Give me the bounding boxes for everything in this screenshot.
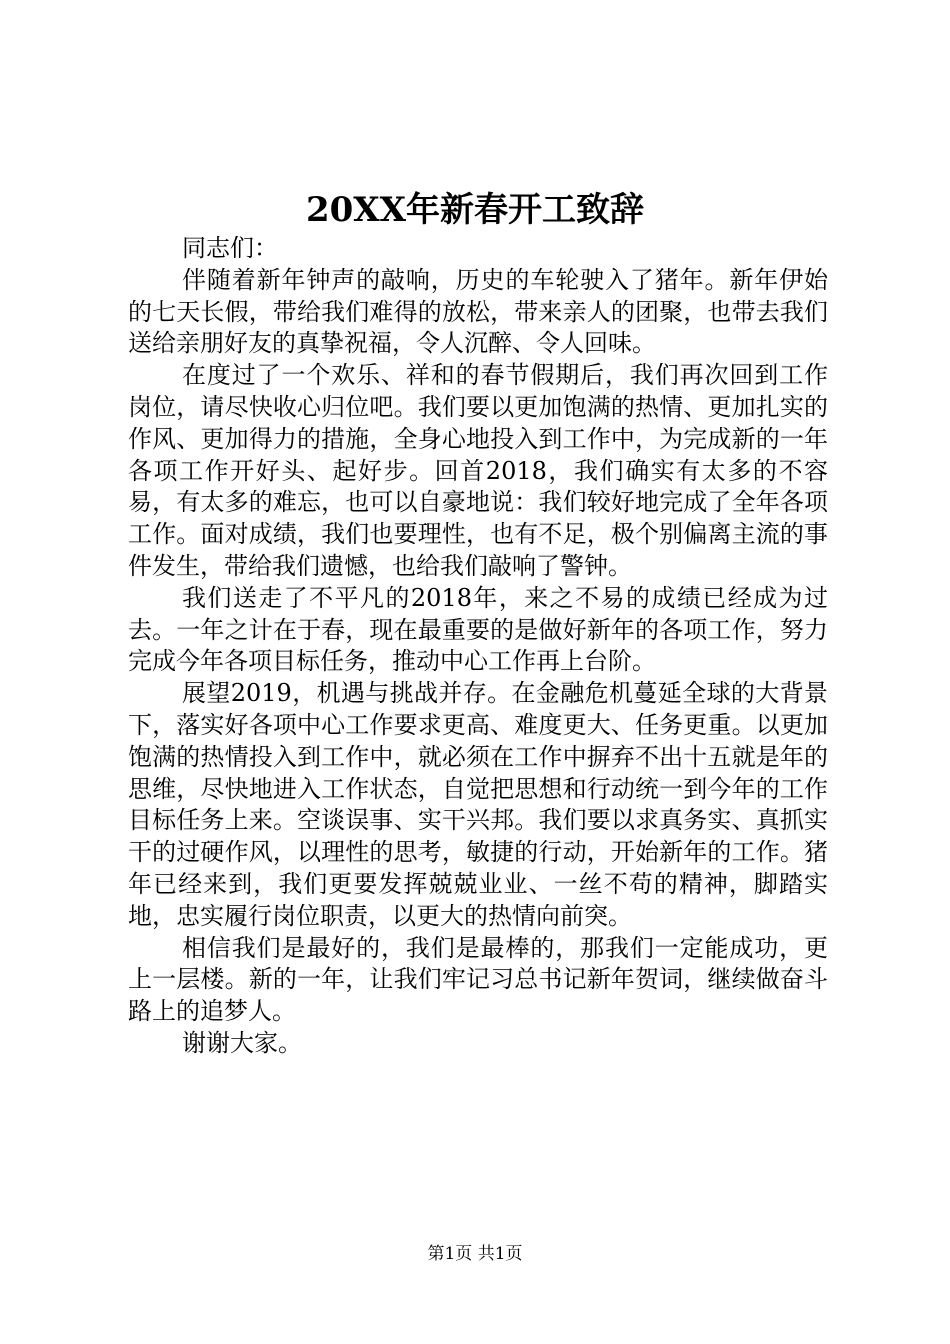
document-body (128, 233, 828, 1060)
salutation-paragraph: 同志们： (182, 234, 278, 262)
document-title: 20XX年新春开工致辞 (305, 190, 645, 230)
body-paragraph: 相信我们是最好的，我们是最棒的，那我们一定能成功，更上一层楼。新的一年，让我们牢记习总书记新年贺词，继续做奋斗路上的追梦人。 (128, 933, 828, 1026)
body-paragraph: 伴随着新年钟声的敲响，历史的车轮驶入了猪年。新年伊始的七天长假，带给我们难得的放松，带来亲人的团聚，也带去我们送给亲朋好友的真挚祝福，令人沉醉、令人回味。 (128, 265, 828, 358)
body-paragraph: 展望2019，机遇与挑战并存。在金融危机蔓延全球的大背景下，落实好各项中心工作要求更高、难度更大、任务更重。以更加饱满的热情投入到工作中，就必须在工作中摒弃不出十五就是年的思维，尽快地进入工作状态，自觉把思想和行动统一到今年的工作目标任务上来。空谈误事、实干兴邦。我们要以求真务实、真抓实干的过硬作风，以理性的思考，敏捷的行动，开始新年的工作。猪年已经来到，我们更要发挥兢兢业业、一丝不苟的精神，脚踏实地，忠实履行岗位职责，以更大的热情向前突。 (128, 679, 828, 930)
body-paragraph: 我们送走了不平凡的2018年，来之不易的成绩已经成为过去。一年之计在于春，现在最重要的是做好新年的各项工作，努力完成今年各项目标任务，推动中心工作再上台阶。 (128, 583, 828, 676)
page-footer: 第1页 共1页 (427, 1244, 523, 1264)
closing-paragraph: 谢谢大家。 (182, 1028, 302, 1057)
body-paragraph: 在度过了一个欢乐、祥和的春节假期后，我们再次回到工作岗位，请尽快收心归位吧。我们要以更加饱满的热情、更加扎实的作风、更加得力的措施，全身心地投入到工作中，为完成新的一年各项工作开好头、起好步。回首2018，我们确实有太多的不容易，有太多的难忘，也可以自豪地说：我们较好地完成了全年各项工作。面对成绩，我们也要理性，也有不足，极个别偏离主流的事件发生，带给我们遗憾，也给我们敲响了警钟。 (128, 361, 828, 580)
